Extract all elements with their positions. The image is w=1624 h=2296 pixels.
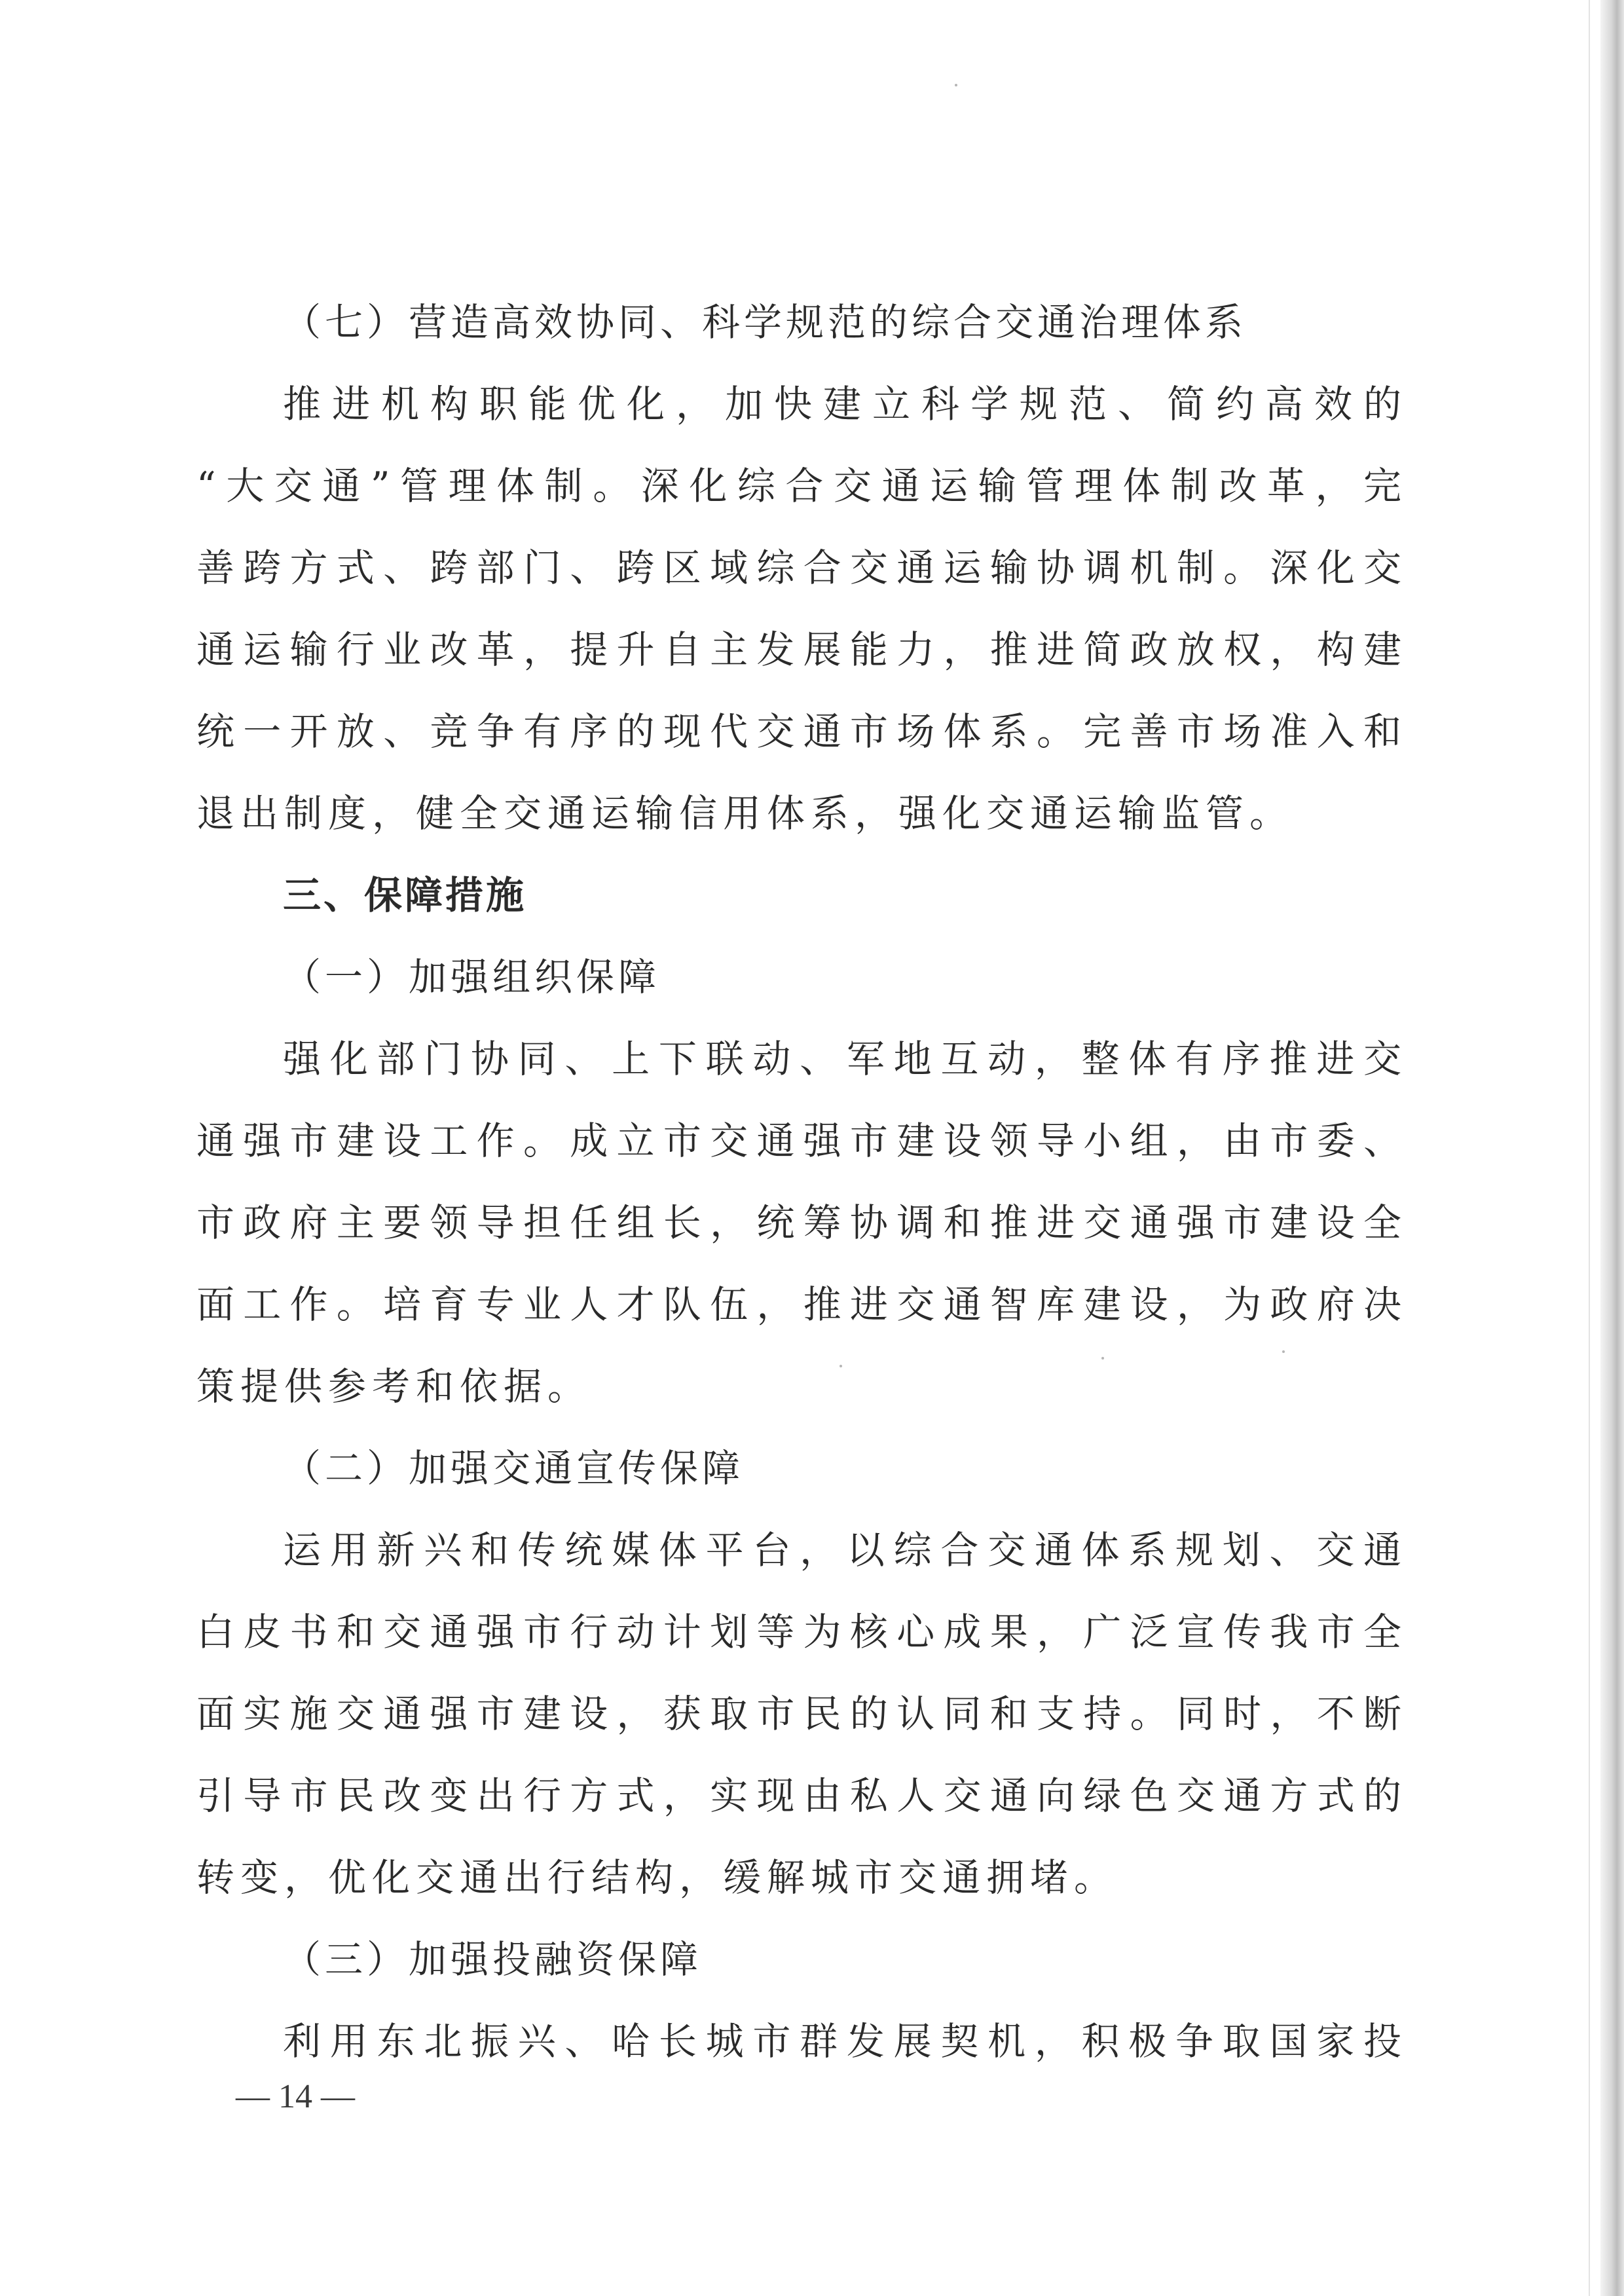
paragraph-line: 引导市民改变出行方式，实现由私人交通向绿色交通方式的 [196,1773,1401,1818]
paragraph-line: 运用新兴和传统媒体平台，以综合交通体系规划、交通 [283,1528,1401,1572]
paragraph-line: 退出制度，健全交通运输信用体系，强化交通运输监管。 [196,791,1294,836]
subsection-heading-2: （二）加强交通宣传保障 [283,1446,745,1491]
paragraph-line: 通强市建设工作。成立市交通强市建设领导小组，由市委、 [196,1119,1401,1163]
scan-speck [840,1365,842,1367]
paragraph-line: 白皮书和交通强市行动计划等为核心成果，广泛宣传我市全 [196,1610,1401,1654]
paragraph-line: 利用东北振兴、哈长城市群发展契机，积极争取国家投 [283,2019,1401,2064]
paragraph-line: 面实施交通强市建设，获取市民的认同和支持。同时，不断 [196,1692,1401,1736]
paragraph-line: 通运输行业改革，提升自主发展能力，推进简政放权，构建 [196,627,1401,672]
scan-speck [955,84,957,86]
paragraph-line: “大交通”管理体制。深化综合交通运输管理体制改革，完 [196,464,1401,508]
scan-edge-shadow [1600,0,1624,2296]
paragraph-line: 推进机构职能优化，加快建立科学规范、简约高效的 [283,382,1401,426]
paragraph-line: 面工作。培育专业人才队伍，推进交通智库建设，为政府决 [196,1282,1401,1327]
paragraph-line: 强化部门协同、上下联动、军地互动，整体有序推进交 [283,1037,1401,1081]
scan-speck [1282,1350,1285,1353]
paragraph-line: 善跨方式、跨部门、跨区域综合交通运输协调机制。深化交 [196,546,1401,590]
scan-border-line [1589,0,1590,2296]
section-heading-3: 三、保障措施 [283,873,527,917]
subsection-heading-1: （一）加强组织保障 [283,955,661,999]
page-number: — 14 — [236,2078,355,2115]
subsection-heading-3: （三）加强投融资保障 [283,1937,703,1982]
paragraph-line: 策提供参考和依据。 [196,1364,592,1409]
paragraph-line: 市政府主要领导担任组长，统筹协调和推进交通强市建设全 [196,1200,1401,1245]
section-heading-7: （七）营造高效协同、科学规范的综合交通治理体系 [283,300,1247,344]
paragraph-line: 转变，优化交通出行结构，缓解城市交通拥堵。 [196,1855,1118,1900]
paragraph-line: 统一开放、竞争有序的现代交通市场体系。完善市场准入和 [196,709,1401,754]
scan-speck [1101,1357,1104,1360]
